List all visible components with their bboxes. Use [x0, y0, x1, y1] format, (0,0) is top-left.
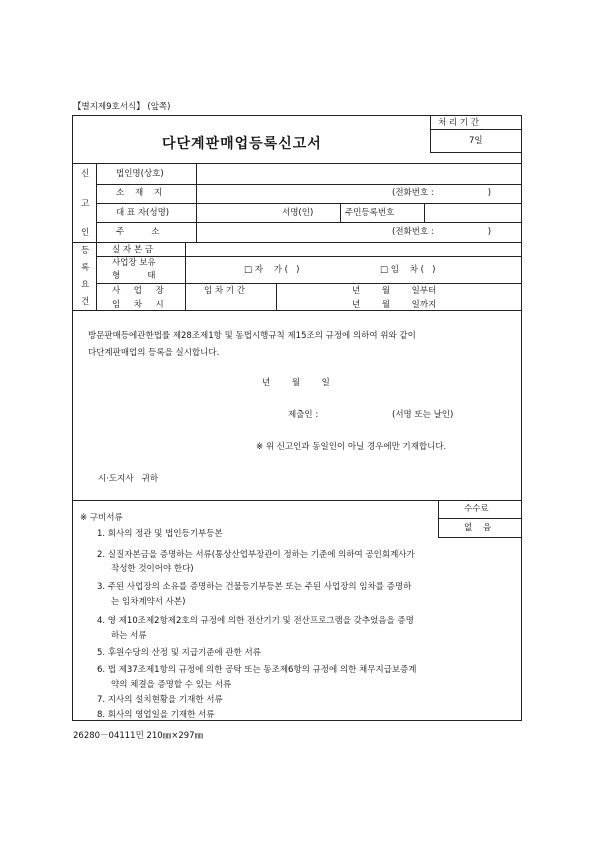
submitter-label: 제출인 : — [288, 410, 319, 420]
company-name-field[interactable] — [198, 166, 518, 182]
documents-header: ※ 구비서류 — [80, 513, 123, 523]
sign-note: (서명 또는 날인) — [392, 410, 454, 420]
phone-label-2: (전화번호 : ) — [392, 227, 492, 237]
representative-label: 대 표 자(성명) — [116, 208, 170, 218]
processing-period-label: 처 리 기 간 — [438, 118, 479, 128]
home-address-label: 주 소 — [116, 227, 160, 237]
own-option[interactable]: □ 자 가 ( ) — [244, 265, 300, 275]
form-id: 【별지제9호서식】 (앞쪽) — [73, 102, 171, 112]
applicant-side-3: 인 — [81, 228, 90, 238]
page-title: 다단계판매업등록신고서 — [162, 136, 322, 152]
lease-label-1: 사 업 장 — [112, 286, 164, 296]
recipient: 시·도지사 귀하 — [98, 474, 159, 484]
declaration-date: 년 월 일 — [262, 378, 330, 388]
applicant-side-1: 신 — [81, 169, 90, 179]
capital-label: 실 자 본 금 — [112, 245, 153, 255]
lease-from: 년 월 일부터 — [352, 286, 437, 296]
home-address-field[interactable] — [198, 224, 378, 238]
doc-item-4-cont: 하는 서류 — [111, 631, 147, 641]
address-field[interactable] — [198, 186, 378, 200]
doc-item-5: 5. 후원수당의 산정 및 지급기준에 관한 서류 — [97, 648, 261, 658]
company-name-label: 법인명(상호) — [116, 169, 164, 179]
doc-item-2-cont: 작성한 것이어야 한다) — [111, 564, 194, 574]
doc-item-3: 3. 주된 사업장의 소유를 증명하는 건물등기부등본 또는 주된 사업장의 임차를 증명하 — [97, 582, 412, 592]
signature-label: 서명(인) — [282, 208, 314, 218]
resident-no-field[interactable] — [426, 205, 518, 219]
lease-to: 년 월 일까지 — [352, 300, 437, 310]
doc-item-7: 7. 지사의 설치현황을 기재한 서류 — [97, 695, 223, 705]
req-side-4: 건 — [81, 297, 90, 307]
address-label: 소 재 지 — [116, 188, 163, 198]
submitter-field[interactable] — [338, 408, 388, 422]
applicant-side-2: 고 — [81, 199, 90, 209]
declaration-note: ※ 위 신고인과 동일인이 아닐 경우에만 기재합니다. — [256, 442, 447, 452]
doc-item-2: 2. 실질자본금을 증명하는 서류(통상산업부장관이 정하는 기준에 의하여 공인회계사가 — [97, 550, 415, 560]
resident-no-label: 주민등록번호 — [345, 208, 395, 218]
req-side-2: 록 — [81, 263, 90, 273]
doc-item-6: 6. 법 제37조제1항의 규정에 의한 공탁 또는 동조제6항의 규정에 의한 채무지급보증계 — [97, 665, 417, 675]
fee-value: 없 음 — [464, 523, 492, 533]
declaration-line-2: 다단계판매업의 등록을 실시합니다. — [88, 348, 220, 358]
footer-code: 26280－04111민 210㎜×297㎜ — [73, 731, 204, 741]
phone-label-1: (전화번호 : ) — [392, 188, 492, 198]
doc-item-6-cont: 약의 체결을 증명할 수 있는 서류 — [111, 680, 232, 690]
lease-period-label: 임 차 기 간 — [204, 286, 245, 296]
doc-item-3-cont: 는 임차계약서 사본) — [111, 597, 186, 607]
processing-period-value: 7일 — [469, 136, 483, 146]
doc-item-4: 4. 영 제10조제2항제2호의 규정에 의한 전산기기 및 전산프로그램을 갖추었음을 증명 — [97, 616, 414, 626]
doc-item-1: 1. 회사의 정관 및 법인등기부등본 — [97, 529, 223, 539]
representative-field[interactable] — [198, 205, 274, 219]
office-type-label-2: 형 태 — [112, 271, 156, 281]
office-type-label-1: 사업장 보유 — [112, 258, 156, 268]
lease-label-2: 임 차 시 — [112, 300, 164, 310]
req-side-3: 요 — [81, 280, 90, 290]
lease-option[interactable]: □ 임 차 ( ) — [380, 265, 436, 275]
declaration-line-1: 방문판매등에관한법률 제28조제1항 및 동법시행규칙 제15조의 규정에 의하여 위와 같이 — [88, 331, 416, 341]
req-side-1: 등 — [81, 246, 90, 256]
capital-field[interactable] — [188, 244, 518, 255]
fee-label: 수수료 — [464, 504, 489, 514]
doc-item-8: 8. 회사의 영업일을 기재한 서류 — [97, 710, 215, 720]
